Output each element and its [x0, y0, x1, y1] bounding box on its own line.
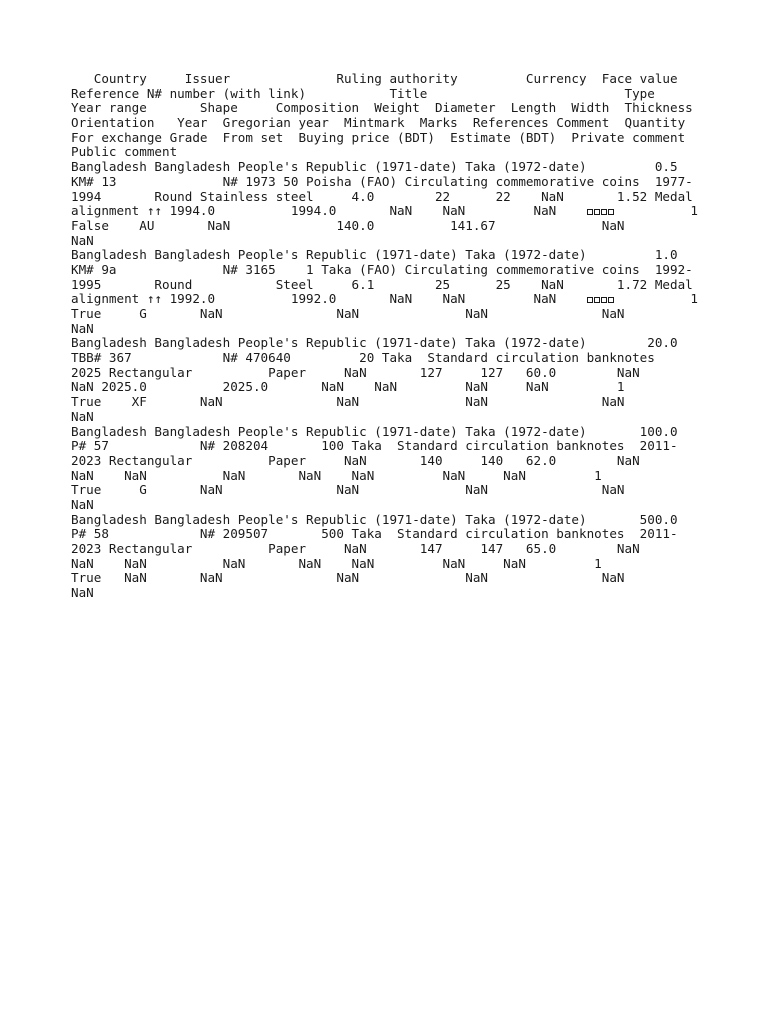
header-line: Reference N# number (with link) Title Type — [71, 85, 655, 101]
record-row — [71, 248, 711, 336]
header-line: For exchange Grade From set Buying price (BDT) Estimate (BDT) Private comment — [71, 129, 686, 145]
record-line: KM# 13 N# 1973 50 Poisha (FAO) Circulating commemorative coins 1977- — [71, 173, 693, 189]
placeholder-glyph-icon — [587, 291, 615, 306]
record-line: True NaN NaN NaN NaN NaN — [71, 570, 625, 586]
placeholder-glyph-icon — [587, 203, 615, 218]
record-line: P# 58 N# 209507 500 Taka Standard circulation banknotes 2011- — [71, 526, 678, 542]
record-line: NaN — [71, 320, 94, 336]
record-line: NaN — [71, 496, 94, 512]
record-line: TBB# 367 N# 470640 20 Taka Standard circulation banknotes — [71, 350, 655, 366]
header-line: Orientation Year Gregorian year Mintmark Marks References Comment Quantity — [71, 115, 686, 131]
record-line: NaN — [71, 408, 94, 424]
record-line: True G NaN NaN NaN NaN — [71, 482, 625, 498]
record-line: P# 57 N# 208204 100 Taka Standard circulation banknotes 2011- — [71, 438, 678, 454]
record-line: False AU NaN 140.0 141.67 NaN — [71, 217, 625, 233]
record-orientation-line — [71, 292, 711, 307]
orientation-text: alignment ↑↑ 1994.0 1994.0 NaN NaN NaN — [71, 203, 587, 219]
record-line: Bangladesh Bangladesh People's Republic (1971-date) Taka (1972-date) 0.5 — [71, 159, 678, 175]
record-orientation-line — [71, 204, 711, 219]
record-line: True XF NaN NaN NaN NaN — [71, 394, 625, 410]
record-line: NaN 2025.0 2025.0 NaN NaN NaN NaN 1 — [71, 379, 625, 395]
record-row — [71, 336, 711, 424]
record-line: NaN — [71, 232, 94, 248]
record-line: True G NaN NaN NaN NaN — [71, 306, 625, 321]
record-line: Bangladesh Bangladesh People's Republic (1971-date) Taka (1972-date) 1.0 — [71, 247, 678, 263]
record-row — [71, 513, 711, 601]
quantity-text: 1 — [614, 203, 698, 219]
record-row — [71, 160, 711, 248]
record-line: Bangladesh Bangladesh People's Republic (1971-date) Taka (1972-date) 20.0 — [71, 335, 678, 351]
record-row — [71, 425, 711, 513]
record-line: 1995 Round Steel 6.1 25 25 NaN 1.72 Medal — [71, 276, 693, 292]
header-line: Year range Shape Composition Weight Diameter Length Width Thickness — [71, 100, 693, 116]
header-line: Public comment — [71, 144, 178, 160]
record-line: NaN NaN NaN NaN NaN NaN NaN 1 — [71, 555, 602, 571]
quantity-text: 1 — [614, 291, 698, 307]
record-line: 1994 Round Stainless steel 4.0 22 22 NaN 1.52 Medal — [71, 188, 693, 204]
record-line: NaN NaN NaN NaN NaN NaN NaN 1 — [71, 467, 602, 483]
record-line: Bangladesh Bangladesh People's Republic (1971-date) Taka (1972-date) 500.0 — [71, 511, 678, 527]
record-line: 2023 Rectangular Paper NaN 147 147 65.0 NaN — [71, 541, 640, 556]
record-line: KM# 9a N# 3165 1 Taka (FAO) Circulating commemorative coins 1992- — [71, 261, 693, 277]
column-header — [71, 72, 711, 160]
record-line: 2023 Rectangular Paper NaN 140 140 62.0 NaN — [71, 452, 640, 468]
record-line: Bangladesh Bangladesh People's Republic (1971-date) Taka (1972-date) 100.0 — [71, 423, 678, 439]
document-page — [71, 72, 711, 601]
record-line: 2025 Rectangular Paper NaN 127 127 60.0 NaN — [71, 364, 640, 380]
header-line: Country Issuer Ruling authority Currency Face value — [71, 71, 678, 86]
record-line: NaN — [71, 585, 94, 601]
orientation-text: alignment ↑↑ 1992.0 1992.0 NaN NaN NaN — [71, 291, 587, 307]
